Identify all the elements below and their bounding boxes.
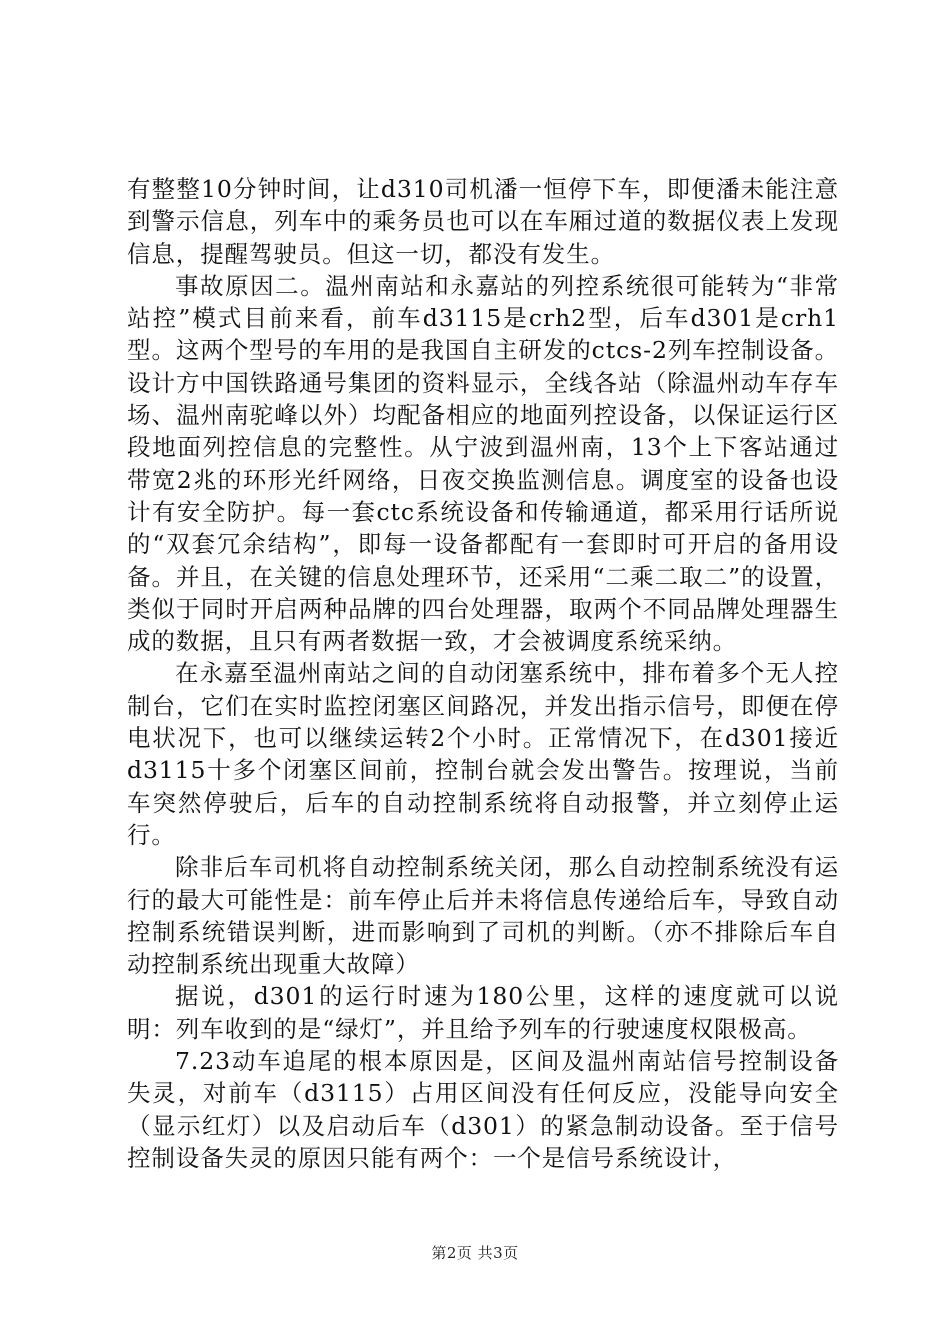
paragraph-root-cause: 7.23动车追尾的根本原因是，区间及温州南站信号控制设备失灵，对前车（d3115）占用区间没有任何反应，没能导向安全（显示红灯）以及启动后车（d301）的紧急制动设备。至于信号控制设备失灵的原因只能有两个：一个是信号系统设计，	[127, 1047, 839, 1172]
paragraph-continuation: 有整整10分钟时间，让d310司机潘一恒停下车，即便潘未能注意到警示信息，列车中的乘务员也可以在车厢过道的数据仪表上发现信息，提醒驾驶员。但这一切，都没有发生。	[127, 175, 839, 268]
paragraph-train-speed: 据说，d301的运行时速为180公里，这样的速度就可以说明：列车收到的是“绿灯”，并且给予列车的行驶速度权限极高。	[127, 982, 839, 1043]
paragraph-auto-block-system: 在永嘉至温州南站之间的自动闭塞系统中，排布着多个无人控制台，它们在实时监控闭塞区间路况，并发出指示信号，即便在停电状况下，也可以继续运转2个小时。正常情况下，在d301接近d3115十多个闭塞区间前，控制台就会发出警告。按理说，当前车突然停驶后，后车的自动控制系统将自动报警，并立刻停止运行。	[127, 659, 839, 849]
paragraph-control-system-failure: 除非后车司机将自动控制系统关闭，那么自动控制系统没有运行的最大可能性是：前车停止后并未将信息传递给后车，导致自动控制系统错误判断，进而影响到了司机的判断。（亦不排除后车自动控制系统出现重大故障）	[127, 853, 839, 979]
document-body	[127, 173, 839, 1174]
page-footer: 第2页 共3页	[431, 1244, 519, 1262]
paragraph-accident-cause-two: 事故原因二。温州南站和永嘉站的列控系统很可能转为“非常站控”模式目前来看，前车d3115是crh2型，后车d301是crh1型。这两个型号的车用的是我国自主研发的ctcs-2列车控制设备。设计方中国铁路通号集团的资料显示，全线各站（除温州动车存车场、温州南驼峰以外）均配备相应的地面列控设备，以保证运行区段地面列控信息的完整性。从宁波到温州南，13个上下客站通过带宽2兆的环形光纤网络，日夜交换监测信息。调度室的设备也设计有安全防护。每一套ctc系统设备和传输通道，都采用行话所说的“双套冗余结构”，即每一设备都配有一套即时可开启的备用设备。并且，在关键的信息处理环节，还采用“二乘二取二”的设置，类似于同时开启两种品牌的四台处理器，取两个不同品牌处理器生成的数据，且只有两者数据一致，才会被调度系统采纳。	[127, 271, 839, 656]
